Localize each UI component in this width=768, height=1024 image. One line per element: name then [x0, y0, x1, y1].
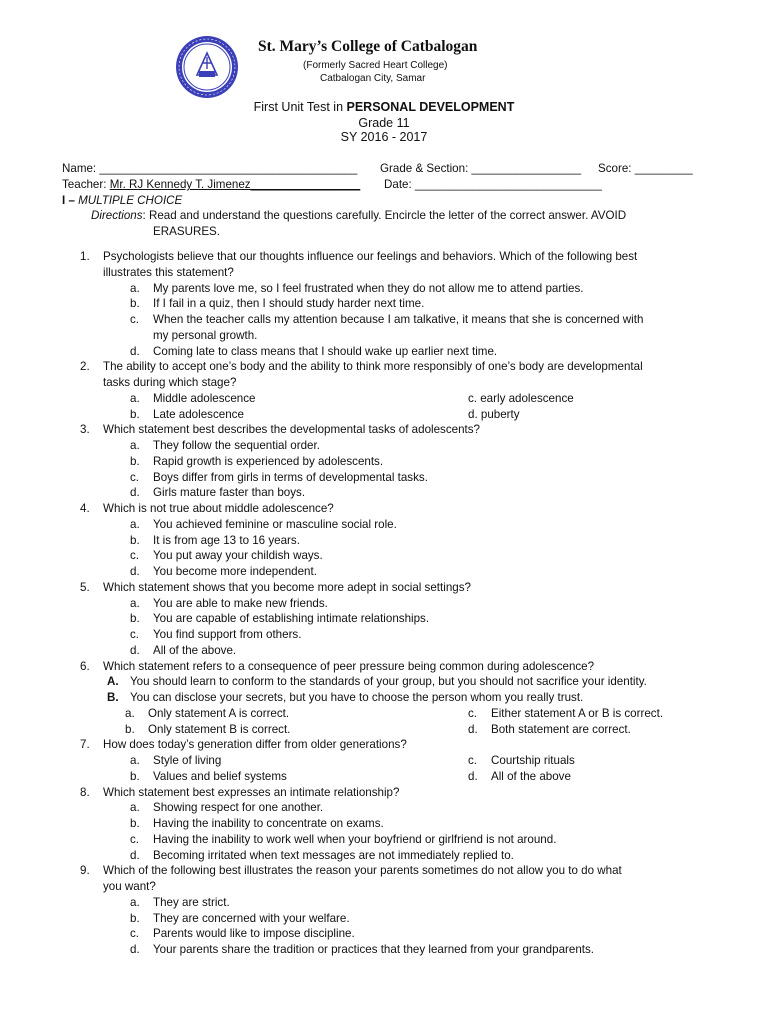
question-6-statement: You should learn to conform to the standards of your group, but you should not sacrifice your identity. [130, 675, 647, 689]
question-5-option-letter: d. [130, 643, 140, 657]
question-2-option-letter: a. [130, 391, 140, 405]
question-5-option-letter: a. [130, 596, 140, 610]
section-heading [62, 193, 182, 209]
question-3-option-letter: b. [130, 454, 140, 468]
question-5-option: You are capable of establishing intimate relationships. [153, 612, 430, 626]
question-3-option: Boys differ from girls in terms of developmental tasks. [153, 470, 428, 484]
question-1-option: Coming late to class means that I should wake up earlier next time. [153, 344, 498, 358]
question-3-option: They follow the sequential order. [153, 439, 320, 452]
question-1-option-letter: c. [130, 313, 140, 326]
question-9-option: They are concerned with your welfare. [153, 911, 350, 925]
question-2-text: The ability to accept one’s body and the ability to think more responsibly of one’s body are developmental [103, 360, 643, 374]
question-6-number: 6. [80, 659, 90, 673]
question-7-option-letter: b. [130, 769, 140, 783]
question-7-option-letter: a. [130, 754, 140, 767]
question-1-text: Psychologists believe that our thoughts influence our feelings and behaviors. Which of the following best [103, 250, 638, 263]
question-2-option: Middle adolescence [153, 391, 256, 405]
question-3-option-letter: a. [130, 439, 140, 452]
question-7-number: 7. [80, 738, 90, 752]
question-5-option: You find support from others. [153, 628, 302, 641]
school-year: SY 2016 - 2017 [340, 130, 428, 144]
question-3-option-letter: d. [130, 486, 140, 500]
question-9-option-letter: d. [130, 943, 140, 956]
question-6-option-letter: c. [468, 706, 478, 720]
question-5-option-letter: c. [130, 628, 140, 641]
question-4-option: You achieved feminine or masculine social role. [153, 517, 397, 531]
question-3-option-letter: c. [130, 470, 140, 484]
question-1-text: illustrates this statement? [103, 265, 234, 279]
question-7-option: Values and belief systems [153, 769, 287, 783]
directions [91, 208, 626, 224]
question-9-option-letter: c. [130, 927, 140, 941]
question-2-option-letter: b. [130, 407, 140, 421]
question-7-option-letter: d. [468, 769, 478, 783]
question-8-number: 8. [80, 785, 90, 799]
question-3-option: Rapid growth is experienced by adolescents. [153, 454, 384, 468]
question-4-option: You become more independent. [153, 565, 317, 578]
former-name: (Formerly Sacred Heart College) [303, 60, 448, 71]
question-2-option: Late adolescence [153, 407, 244, 421]
question-6-option-letter: a. [125, 706, 135, 720]
date-field: Date: _____________________________ [384, 178, 602, 191]
question-6-option-letter: d. [468, 722, 478, 736]
test-title-prefix: First Unit Test in [253, 100, 347, 114]
grade-level: Grade 11 [358, 116, 410, 130]
question-1-option-letter: a. [130, 281, 140, 295]
question-7-option-letter: c. [468, 754, 478, 767]
question-8-option: Becoming irritated when text messages are not immediately replied to. [153, 848, 514, 862]
question-7-option: Courtship rituals [491, 754, 575, 767]
question-3-number: 3. [80, 423, 90, 437]
question-1-option: my personal growth. [153, 328, 258, 342]
teacher-field [62, 177, 360, 193]
question-9-number: 9. [80, 864, 90, 878]
question-2-text: tasks during which stage? [103, 376, 237, 389]
question-6-option: Only statement B is correct. [148, 722, 291, 736]
question-6-text: Which statement refers to a consequence of peer pressure being common during adolescence? [103, 659, 595, 673]
question-1-option: When the teacher calls my attention because I am talkative, it means that she is concerned with [153, 313, 644, 326]
question-9-option: Your parents share the tradition or practices that they learned from your grandparents. [153, 943, 595, 956]
question-7-option: Style of living [153, 754, 222, 767]
question-4-option: It is from age 13 to 16 years. [153, 533, 300, 547]
question-8-option: Having the inability to work well when your boyfriend or girlfriend is not around. [153, 832, 557, 846]
question-9-option-letter: b. [130, 911, 140, 925]
question-9-text: Which of the following best illustrates the reason your parents sometimes do not allow you to do what [103, 864, 622, 878]
question-6-option: Only statement A is correct. [148, 706, 290, 720]
question-5-option: All of the above. [153, 643, 237, 657]
question-7-option: All of the above [491, 769, 571, 783]
question-4-option: You put away your childish ways. [153, 549, 323, 563]
question-6-option: Either statement A or B is correct. [491, 706, 664, 720]
question-2-option: c. early adolescence [468, 391, 574, 405]
question-1-option-letter: d. [130, 344, 140, 358]
teacher-label: Teacher: [62, 178, 110, 191]
question-9-text: you want? [103, 880, 156, 893]
question-5-text: Which statement shows that you become more adept in social settings? [103, 580, 471, 594]
section-title: MULTIPLE CHOICE [78, 194, 183, 207]
question-2-option: d. puberty [468, 407, 520, 421]
section-number: I – [62, 194, 79, 207]
question-7-text: How does today’s generation differ from older generations? [103, 738, 407, 752]
question-1-option-letter: b. [130, 297, 140, 311]
question-8-option-letter: d. [130, 848, 140, 862]
question-4-number: 4. [80, 502, 90, 515]
question-6-option-letter: b. [125, 722, 135, 736]
question-6-statement-letter: B. [107, 691, 119, 704]
question-8-option-letter: c. [130, 832, 140, 846]
question-3-option: Girls mature faster than boys. [153, 486, 306, 500]
question-8-text: Which statement best expresses an intimate relationship? [103, 785, 400, 799]
test-title [0, 100, 768, 114]
question-9-option-letter: a. [130, 895, 140, 909]
question-4-option-letter: a. [130, 517, 140, 531]
test-subject: PERSONAL DEVELOPMENT [346, 100, 515, 114]
score-field: Score: _________ [598, 162, 693, 175]
name-field: Name: ________________________________________ [62, 162, 358, 175]
question-2-number: 2. [80, 360, 90, 374]
question-1-option: My parents love me, so I feel frustrated when they do not allow me to attend parties. [153, 281, 584, 295]
question-6-option: Both statement are correct. [491, 722, 631, 736]
teacher-name: Mr. RJ Kennedy T. Jimenez_________________ [109, 178, 361, 191]
question-5-option: You are able to make new friends. [153, 596, 328, 610]
question-3-text: Which statement best describes the developmental tasks of adolescents? [103, 423, 481, 437]
question-1-number: 1. [80, 250, 90, 263]
question-9-option: They are strict. [153, 895, 230, 909]
question-5-option-letter: b. [130, 612, 140, 626]
question-8-option-letter: a. [130, 801, 140, 815]
school-location: Catbalogan City, Samar [320, 73, 426, 84]
directions-label: Directions [91, 209, 143, 222]
directions-text: : Read and understand the questions carefully. Encircle the letter of the correct answer. AVOID [142, 209, 627, 222]
question-8-option-letter: b. [130, 817, 140, 830]
grade-section-field: Grade & Section: _________________ [380, 162, 582, 175]
school-seal-logo [175, 35, 239, 99]
question-8-option: Showing respect for one another. [153, 801, 324, 815]
question-6-statement-letter: A. [107, 675, 119, 689]
question-4-option-letter: c. [130, 549, 140, 563]
question-5-number: 5. [80, 580, 90, 594]
question-9-option: Parents would like to impose discipline. [153, 927, 355, 941]
question-4-option-letter: d. [130, 565, 140, 578]
school-name: St. Mary’s College of Catbalogan [258, 38, 478, 55]
question-4-option-letter: b. [130, 533, 140, 547]
directions-text-cont: ERASURES. [153, 225, 221, 238]
question-6-statement: You can disclose your secrets, but you have to choose the person whom you really trust. [130, 691, 584, 704]
question-8-option: Having the inability to concentrate on exams. [153, 817, 384, 830]
question-4-text: Which is not true about middle adolescence? [103, 502, 334, 515]
question-1-option: If I fail in a quiz, then I should study harder next time. [153, 297, 425, 311]
